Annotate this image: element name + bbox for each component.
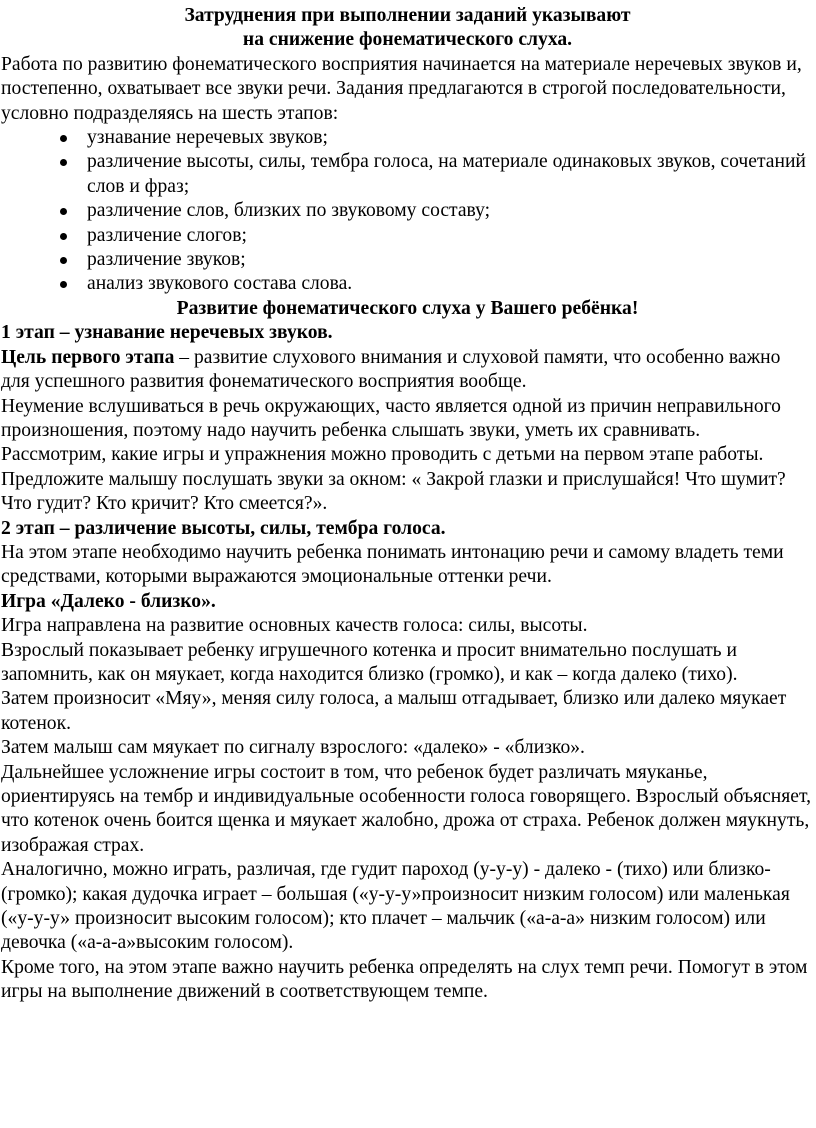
stage-2-paragraph-1: На этом этапе необходимо научить ребенка понимать интонацию речи и самому владеть теми средствами, которыми выражаются эмоциональные оттенки речи. xyxy=(1,541,784,588)
stage-1-paragraph-2: Рассмотрим, какие игры и упражнения можно проводить с детьми на первом этапе работы. xyxy=(1,444,764,466)
stage-2-paragraph-7: Аналогично, можно играть, различая, где гудит пароход (у-у-у) - далеко - (тихо) или близко- (громко); какая дудочка играет – большая («у-у-у»произносит низким голосом) или маленькая («у-у-у» произносит высоким голосом); кто плачет – мальчик («а-а-а» низким голосом) или девочка («а-а-а»высоким голосом). xyxy=(1,859,790,954)
stage-1-goal-paragraph xyxy=(1,346,814,395)
stage-list-item: узнавание неречевых звуков; xyxy=(87,126,814,150)
stage-2-paragraph-4: Затем произносит «Мяу», меняя силу голоса, а малыш отгадывает, близко или далеко мяукает котенок. xyxy=(1,688,787,734)
stage-2-paragraph-2: Игра направлена на развитие основных качеств голоса: силы, высоты. xyxy=(1,615,588,637)
heading-line-1: Затруднения при выполнении заданий указывают xyxy=(184,5,631,26)
stage-1-paragraph-3: Предложите малышу послушать звуки за окном: « Закрой глазки и прислушайся! Что шумит? Что гудит? Кто кричит? Кто смеется?». xyxy=(1,468,786,515)
game-title: Игра «Далеко - близко». xyxy=(1,590,216,612)
stage-1-title: 1 этап – узнавание неречевых звуков. xyxy=(1,322,333,344)
stage-list-item: различение слов, близких по звуковому составу; xyxy=(87,199,814,223)
stage-list-item: различение звуков; xyxy=(87,248,814,272)
stage-2-paragraph-5: Затем малыш сам мяукает по сигналу взрослого: «далеко» - «близко». xyxy=(1,737,585,759)
intro-paragraph: Работа по развитию фонематического восприятия начинается на материале неречевых звуков и, постепенно, охватывает все звуки речи. Задания предлагаются в строгой последовательности, условно подразделяясь на шесть этапов: xyxy=(1,53,802,124)
stage-1-paragraph-1: Неумение вслушиваться в речь окружающих, часто является одной из причин неправильного произношения, поэтому надо научить ребенка слышать звуки, уметь их сравнивать. xyxy=(1,395,781,441)
section-subtitle: Развитие фонематического слуха у Вашего ребёнка! xyxy=(176,297,639,319)
stage-2-paragraph-6: Дальнейшее усложнение игры состоит в том, что ребенок будет различать мяуканье, ориентируясь на тембр и индивидуальные особенности голоса говорящего. Взрослый объясняет, что котенок очень боится щенка и мяукает жалобно, дрожа от страха. Ребенок должен мяукнуть, изображая страх. xyxy=(1,761,811,856)
stage-list-item: анализ звукового состава слова. xyxy=(87,272,814,296)
stage-2-paragraph-3: Взрослый показывает ребенку игрушечного котенка и просит внимательно послушать и запомнить, как он мяукает, когда находится близко (громко), и как – когда далеко (тихо). xyxy=(1,639,738,685)
goal-text: – развитие слухового внимания и слуховой памяти, что особенно важно для успешного развития фонематического восприятия вообще. xyxy=(1,346,781,393)
stage-list-item: различение слогов; xyxy=(87,224,814,248)
stages-list xyxy=(1,126,814,297)
stage-list-item: различение высоты, силы, тембра голоса, на материале одинаковых звуков, сочетаний слов и фраз; xyxy=(87,150,814,199)
stage-2-paragraph-8: Кроме того, на этом этапе важно научить ребенка определять на слух темп речи. Помогут в этом игры на выполнение движений в соответствующем темпе. xyxy=(1,956,808,1003)
stage-2-title: 2 этап – различение высоты, силы, тембра голоса. xyxy=(1,517,446,539)
goal-label: Цель первого этапа xyxy=(1,346,175,368)
heading-line-2: на снижение фонематического слуха. xyxy=(242,29,573,51)
